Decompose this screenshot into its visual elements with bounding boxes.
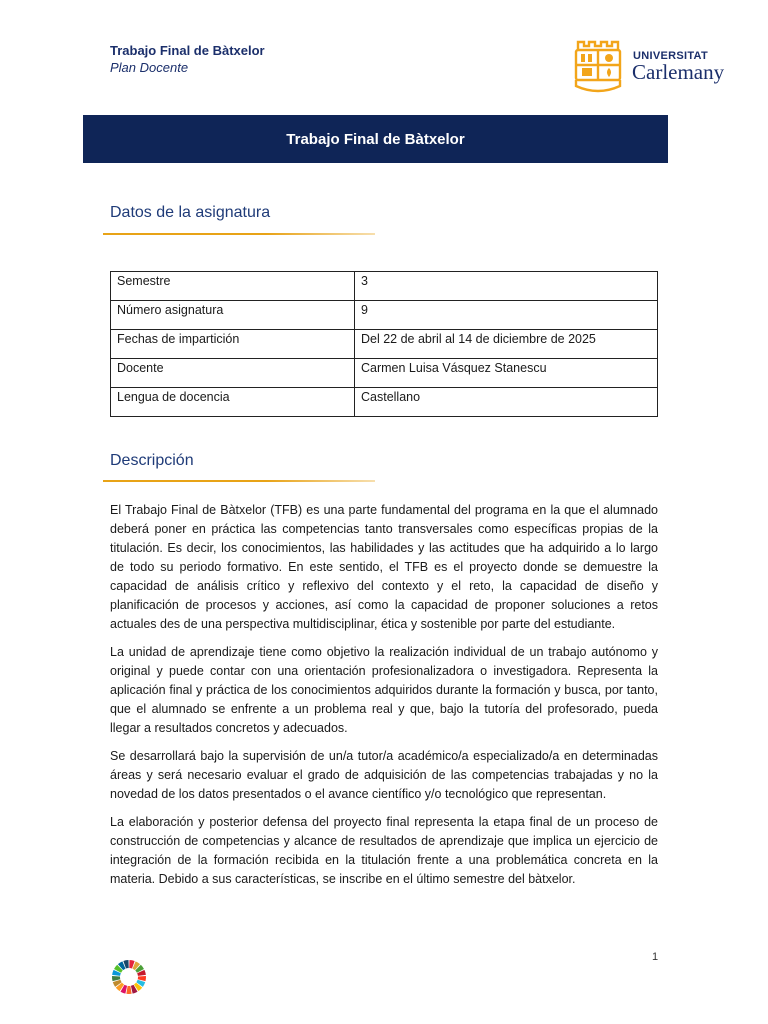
document-header xyxy=(110,42,265,76)
table-row xyxy=(111,388,658,417)
logo-line-carlemany: Carlemany xyxy=(632,60,725,84)
table-key-cell: Fechas de impartición xyxy=(111,330,355,359)
header-subtitle: Plan Docente xyxy=(110,60,189,75)
page-number: 1 xyxy=(652,951,659,963)
table-row xyxy=(111,330,658,359)
section-divider xyxy=(103,480,375,482)
section-divider xyxy=(103,233,375,235)
university-logo xyxy=(572,36,732,96)
description-body xyxy=(110,501,658,898)
table-value-cell: Del 22 de abril al 14 de diciembre de 2025 xyxy=(355,330,658,359)
section-heading-datos: Datos de la asignatura xyxy=(110,204,271,221)
table-value-cell: 3 xyxy=(355,272,658,301)
sdg-wheel-icon xyxy=(111,959,147,995)
description-paragraph: La elaboración y posterior defensa del proyecto final representa la etapa final de un proceso de construcción de competencias y alcance de resultados de aprendizaje que implica un ejercicio de integración de la formación recibida en la titulación frente a una problemática concreta en la materia. Debido a sus características, se inscribe en el último semestre del bàtxelor. xyxy=(110,815,658,886)
sdg-wheel-segment xyxy=(126,986,131,994)
table-key-cell: Semestre xyxy=(111,272,355,301)
table-row xyxy=(111,301,658,330)
table-key-cell: Lengua de docencia xyxy=(111,388,355,417)
description-paragraph: El Trabajo Final de Bàtxelor (TFB) es una parte fundamental del programa en la que el alumnado deberá poner en práctica las competencias tanto transversales como específicas propias de la titulación. Es decir, los conocimientos, las habilidades y las actitudes que ha adquirido a lo largo de todo su periodo formativo. En este sentido, el TFB es el proyecto donde se demuestre la capacidad de análisis crítico y reflexivo del contexto y el reto, la capacidad de diseño y planificación de procesos y acciones, así como la capacidad de proponer soluciones a retos actuales des de una perspectiva multidisciplinar, ética y sostenible por parte del estudiante. xyxy=(110,503,658,631)
banner-title: Trabajo Final de Bàtxelor xyxy=(286,130,465,148)
subject-data-table xyxy=(110,271,658,417)
logo-line-universitat: UNIVERSITAT xyxy=(633,50,709,62)
table-value-cell: 9 xyxy=(355,301,658,330)
university-crest-icon xyxy=(572,36,624,96)
header-title: Trabajo Final de Bàtxelor xyxy=(110,43,265,58)
description-paragraph: Se desarrollará bajo la supervisión de un/a tutor/a académico/a especializado/a en determinadas áreas y será necesario evaluar el grado de adquisición de las competencias trabajadas y no la novedad de los datos presentados o el avance científico y/o tecnológico que representan. xyxy=(110,749,658,801)
description-paragraph: La unidad de aprendizaje tiene como objetivo la realización individual de un trabajo autónomo y original y puede contar con una orientación profesionalizadora o investigadora. Representa la aplicación final y práctica de los conocimientos adquiridos durante la formación y busca, por tanto, que el alumnado se enfrente a un problema real y que, bajo la tutoría del profesorado, pueda llegar a resultados concretos y adecuados. xyxy=(110,645,658,735)
table-value-cell: Carmen Luisa Vásquez Stanescu xyxy=(355,359,658,388)
table-key-cell: Número asignatura xyxy=(111,301,355,330)
table-key-cell: Docente xyxy=(111,359,355,388)
table-value-cell: Castellano xyxy=(355,388,658,417)
title-banner xyxy=(83,115,668,163)
section-heading-descripcion: Descripción xyxy=(110,452,194,469)
table-row xyxy=(111,359,658,388)
table-row xyxy=(111,272,658,301)
